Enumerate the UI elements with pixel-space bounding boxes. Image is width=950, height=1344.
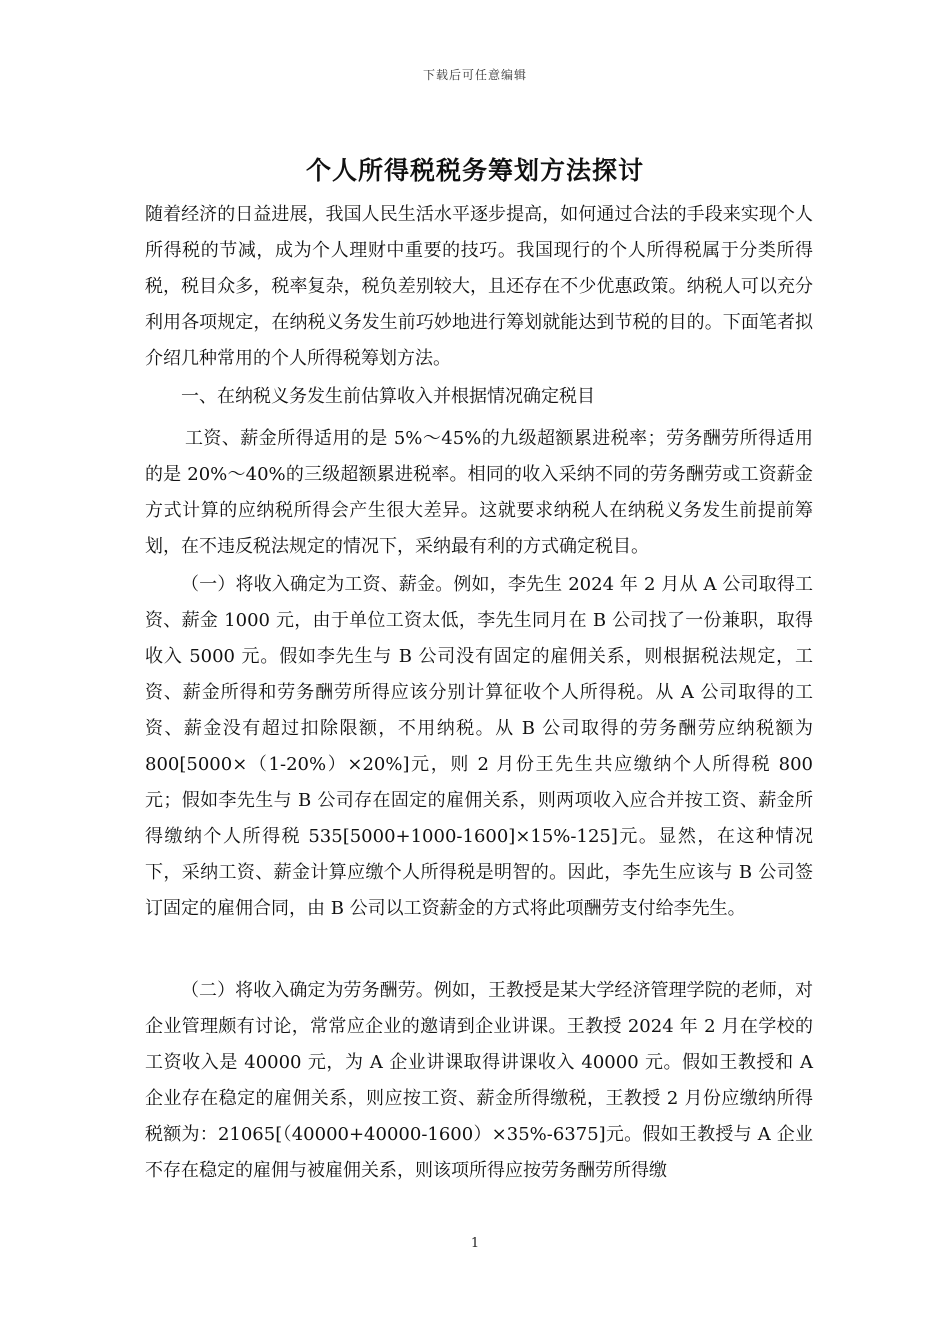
section-heading-1: 一、在纳税义务发生前估算收入并根据情况确定税目 (181, 386, 595, 407)
paragraph-tax-rates: 工资、薪金所得适用的是 5%～45%的九级超额累进税率；劳务酬劳所得适用的是 20%～40%的三级超额累进税率。相同的收入采纳不同的劳务酬劳或工资薪金方式计算的应纳税所得会产生很大差异。这就要求纳税人在纳税义务发生前提前筹划，在不违反税法规定的情况下，采纳最有利的方式确定税目。 (145, 428, 813, 557)
page-header: 下载后可任意编辑 (422, 68, 527, 82)
paragraph-case-one: （一）将收入确定为工资、薪金。例如，李先生 2024 年 2 月从 A 公司取得工资、薪金 1000 元，由于单位工资太低，李先生同月在 B 公司找了一份兼职，取得收入 5000 元。假如李先生与 B 公司没有固定的雇佣关系，则根据税法规定，工资、薪金所得和劳务酬劳所得应该分别计算征收个人所得税。从 A 公司取得的工资、薪金没有超过扣除限额，不用纳税。从 B 公司取得的劳务酬劳应纳税额为 800[5000×（1-20%）×20%]元，则 2 月份王先生共应缴纳个人所得税 800 元；假如李先生与 B 公司存在固定的雇佣关系，则两项收入应合并按工资、薪金所得缴纳个人所得税 535[5000+1000-1600]×15%-125]元。显然，在这种情况下，采纳工资、薪金计算应缴个人所得税是明智的。因此，李先生应该与 B 公司签订固定的雇佣合同，由 B 公司以工资薪金的方式将此项酬劳支付给李先生。 (145, 574, 813, 919)
document-title: 个人所得税税务筹划方法探讨 (305, 156, 644, 185)
paragraph-intro: 随着经济的日益进展，我国人民生活水平逐步提高，如何通过合法的手段来实现个人所得税的节减，成为个人理财中重要的技巧。我国现行的个人所得税属于分类所得税，税目众多，税率复杂，税负差别较大，且还存在不少优惠政策。纳税人可以充分利用各项规定，在纳税义务发生前巧妙地进行筹划就能达到节税的目的。下面笔者拟介绍几种常用的个人所得税筹划方法。 (145, 204, 813, 369)
page-number: 1 (470, 1236, 480, 1251)
paragraph-case-two: （二）将收入确定为劳务酬劳。例如，王教授是某大学经济管理学院的老师，对企业管理颇有讨论，常常应企业的邀请到企业讲课。王教授 2024 年 2 月在学校的工资收入是 40000 元，为 A 企业讲课取得讲课收入 40000 元。假如王教授和 A 企业存在稳定的雇佣关系，则应按工资、薪金所得缴税，王教授 2 月份应缴纳所得税额为：21065[（40000+40000-1600）×35%-6375]元。假如王教授与 A 企业不存在稳定的雇佣与被雇佣关系，则该项所得应按劳务酬劳所得缴 (145, 980, 813, 1181)
